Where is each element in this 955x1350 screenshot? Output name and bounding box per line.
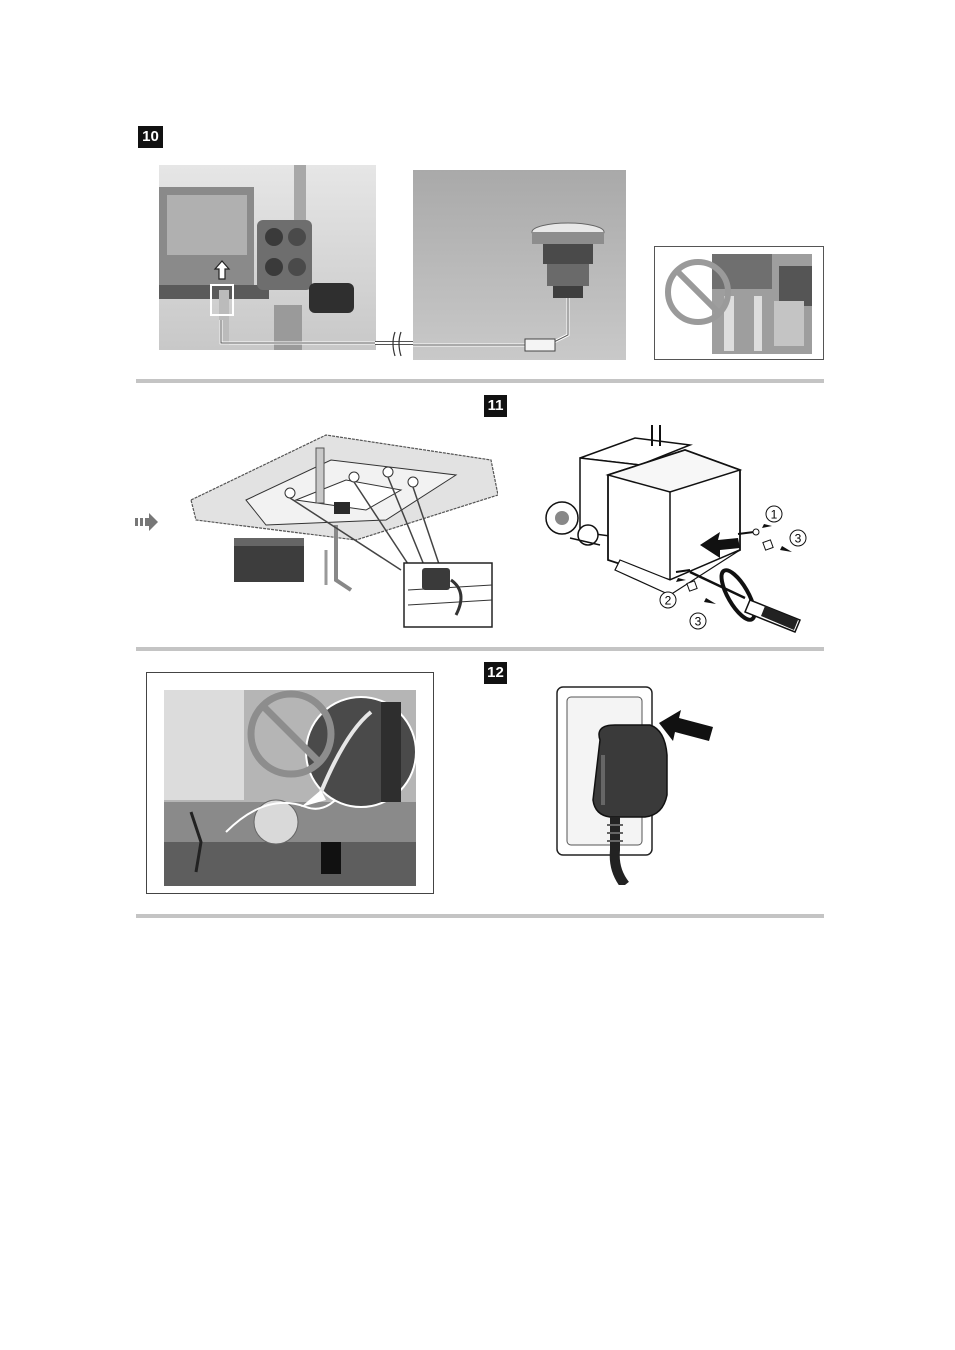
step-10-badge: 10	[138, 126, 163, 148]
callout-2	[660, 592, 676, 608]
svg-text:2: 2	[664, 593, 672, 608]
step-12-prohibited-photo	[146, 672, 434, 894]
step-11-badge: 11	[484, 395, 507, 417]
section-divider	[136, 914, 824, 918]
arrow-right-icon	[135, 512, 159, 532]
step-12-plug-socket-illustration	[555, 685, 720, 885]
step-11-burner-tray-illustration	[186, 430, 498, 630]
callout-3-top	[790, 530, 806, 546]
step-10-sensor-illustration	[413, 170, 626, 360]
callout-1	[766, 506, 782, 522]
step-12-badge: 12	[484, 662, 507, 684]
section-divider	[136, 379, 824, 383]
svg-text:3: 3	[694, 614, 702, 629]
section-divider	[136, 647, 824, 651]
svg-text:1: 1	[770, 507, 778, 522]
step-10-prohibited-panel	[654, 246, 824, 360]
svg-text:3: 3	[794, 531, 802, 546]
step-10-appliance-illustration	[159, 165, 376, 350]
callout-3-bottom	[690, 613, 706, 629]
step-11-cover-fixing-illustration	[540, 420, 812, 636]
arrow-left-icon	[659, 710, 713, 741]
